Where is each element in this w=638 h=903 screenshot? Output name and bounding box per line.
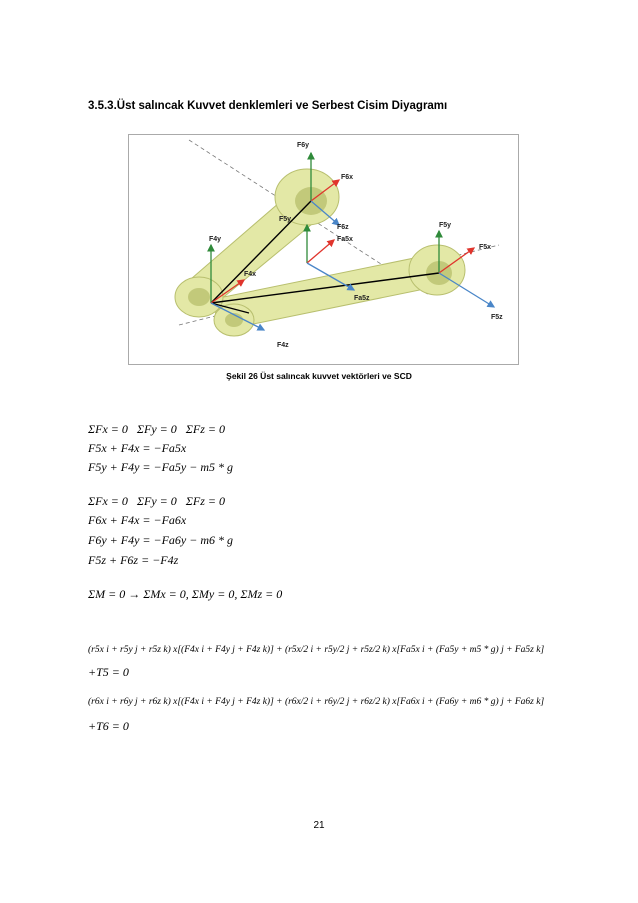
- label-fa5x: Fa5x: [337, 236, 353, 243]
- equation: (r5x i + r5y j + r5z k) x[(F4x i + F4y j + F4z k)] + (r5x/2 i + r5y/2 j + r5z/2 k) x[Fa5x i + (Fa5y + m5 * g) j + Fa5z k]: [88, 645, 545, 655]
- label-f5z: F5z: [491, 314, 503, 321]
- label-f6y: F6y: [297, 142, 310, 149]
- equation: +T5 = 0: [88, 665, 129, 679]
- label-f6x: F6x: [341, 174, 354, 181]
- equation: F5y + F4y = −Fa5y − m5 * g: [88, 460, 234, 474]
- equation: F6y + F4y = −Fa6y − m6 * g: [88, 533, 234, 547]
- section-heading: 3.5.3.Üst salıncak Kuvvet denklemleri ve Serbest Cisim Diyagramı: [88, 100, 448, 112]
- free-body-diagram-figure: [128, 134, 519, 365]
- equation: F5z + F6z = −F4z: [88, 553, 179, 567]
- equation: ΣM = 0 → ΣMx = 0, ΣMy = 0, ΣMz = 0: [88, 587, 283, 601]
- equation: +T6 = 0: [88, 719, 129, 733]
- equation: ΣFx = 0 ΣFy = 0 ΣFz = 0: [88, 422, 225, 436]
- equation: (r6x i + r6y j + r6z k) x[(F4x i + F4y j + F4z k)] + (r6x/2 i + r6y/2 j + r6z/2 k) x[Fa6x i + (Fa6y + m6 * g) j + Fa6z k]: [88, 697, 545, 707]
- label-f6z: F6z: [337, 224, 349, 231]
- page-number: 21: [313, 820, 325, 831]
- label-f4x: F4x: [244, 271, 257, 278]
- label-f4z: F4z: [277, 342, 289, 349]
- label-fa5z: Fa5z: [354, 295, 370, 302]
- equation: ΣFx = 0 ΣFy = 0 ΣFz = 0: [88, 494, 225, 508]
- label-f4y: F4y: [209, 236, 222, 243]
- left-bushing-hole: [188, 288, 210, 306]
- label-f5y-mid: F5y: [279, 216, 292, 223]
- figure-caption: Şekil 26 Üst salıncak kuvvet vektörleri ve SCD: [226, 371, 412, 381]
- arrow-fa5x: [307, 240, 334, 263]
- equation: F6x + F4x = −Fa6x: [88, 513, 187, 527]
- label-f5x: F5x: [479, 244, 492, 251]
- equation: F5x + F4x = −Fa5x: [88, 441, 187, 455]
- free-body-diagram: [129, 135, 518, 364]
- label-f5y: F5y: [439, 222, 452, 229]
